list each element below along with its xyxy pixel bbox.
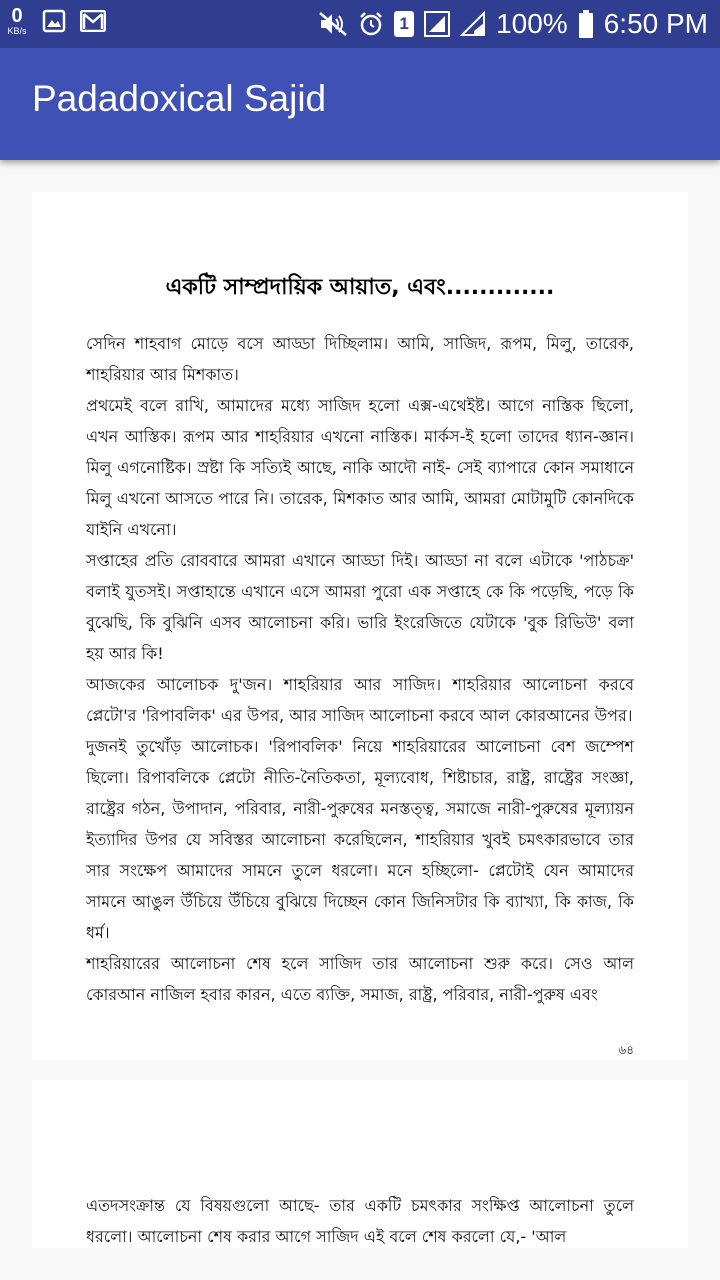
sim-badge: 1 [394,11,414,37]
paragraph: আজকের আলোচক দু'জন। শাহরিয়ার আর সাজিদ। শাহরিয়ার আলোচনা করবে প্লেটো'র 'রিপাবলিক' এর উপর, আর সাজিদ আলোচনা করবে আল কোরআনের উপর। [86,675,634,725]
paragraph: সেদিন শাহবাগ মোড়ে বসে আড্ডা দিচ্ছিলাম। আমি, সাজিদ, রূপম, মিলু, তারেক, শাহরিয়ার আর মিশকাত। [86,334,634,384]
network-speed-value: 0 [11,5,23,27]
paragraph: শাহরিয়ারের আলোচনা শেষ হলে সাজিদ তার আলোচনা শুরু করে। সেও আল কোরআন নাজিল হবার কারন, এতে ব্যক্তি, সমাজ, রাষ্ট্র, পরিবার, নারী-পুরুষ এবং [86,954,634,1004]
signal-icon [460,11,486,37]
battery-icon [578,10,594,38]
page-number: ৬৪ [618,1043,634,1057]
status-left [6,6,106,36]
signal-icon [424,11,450,37]
document-title: একটি সাম্প্রদায়িক আয়াত, এবং............. [165,275,555,300]
document-body [86,328,634,1010]
paragraph: প্রথমেই বলে রাখি, আমাদের মধ্যে সাজিদ হলো এক্স-এথেইষ্ট। আগে নাস্তিক ছিলো, এখন আস্তিক। রূপম আর শাহরিয়ার এখনো নাস্তিক। মার্কস-ই হলো তাদের ধ্যান-জ্ঞান। মিলু এগনোষ্টিক। স্রষ্টা কি সত্যিই আছে, নাকি আদৌ নাই- সেই ব্যাপারে কোন সমাধানে মিলু এখনো আসতে পারে নি। তারেক, মিশকাত আর আমি, আমরা মোটামুটি কোনদিকে যাইনি এখনো। [86,396,634,539]
paragraph: দুজনই তুখোঁড় আলোচক। 'রিপাবলিক' নিয়ে শাহরিয়ারের আলোচনা বেশ জম্পেশ ছিলো। রিপাবলিকে প্লেটো নীতি-নৈতিকতা, মূল্যবোধ, শিষ্টাচার, রাষ্ট্র, রাষ্ট্রের সংজ্ঞা, রাষ্ট্রের গঠন, উপাদান, পরিবার, নারী-পুরুষের মনস্তত্ত্ব, সমাজে নারী-পুরুষের মূল্যায়ন ইত্যাদির উপর যে সবিস্তর আলোচনা করেছিলেন, শাহরিয়ার খুবই চমৎকারভাবে তার সার সংক্ষেপ আমাদের সামনে তুলে ধরলো। মনে হচ্ছিলো- প্লেটোই যেন আমাদের সামনে আঙুল উঁচিয়ে উঁচিয়ে বুঝিয়ে দিচ্ছেন কোন জিনিসটার কি ব্যাখ্যা, কি কাজ, কি ধর্ম। [86,737,634,942]
document-body-next [86,1190,634,1248]
app-bar [0,48,720,160]
image-icon [42,9,66,33]
status-bar [0,0,720,48]
pdf-page[interactable] [32,192,688,1060]
pdf-page-next[interactable] [32,1080,688,1248]
gmail-icon [80,10,106,32]
alarm-icon [358,11,384,37]
clock: 6:50 PM [603,8,708,39]
paragraph: সপ্তাহের প্রতি রোববারে আমরা এখানে আড্ডা দিই। আড্ডা না বলে এটাকে 'পাঠচক্র' বলাই যুতসই। সপ্তাহান্তে এখানে এসে আমরা পুরো এক সপ্তাহে কে কি পড়েছি, পড়ে কি বুঝেছি, কি বুঝিনি এসব আলোচনা করি। ভারি ইংরেজিতে যেটাকে 'বুক রিভিউ' বলা হয় আর কি! [86,551,634,663]
mute-icon [318,11,348,37]
status-right [318,8,708,40]
paragraph: এতদসংক্রান্ত যে বিষয়গুলো আছে- তার একটি চমৎকার সংক্ষিপ্ত আলোচনা তুলে ধরলো। আলোচনা শেষ করার আগে সাজিদ এই বলে শেষ করলো যে,- 'আল [86,1196,634,1246]
app-title: Padadoxical Sajid [32,78,327,119]
network-speed [6,6,28,36]
network-speed-unit: KB/s [7,26,27,36]
battery-percent: 100% [496,8,568,39]
